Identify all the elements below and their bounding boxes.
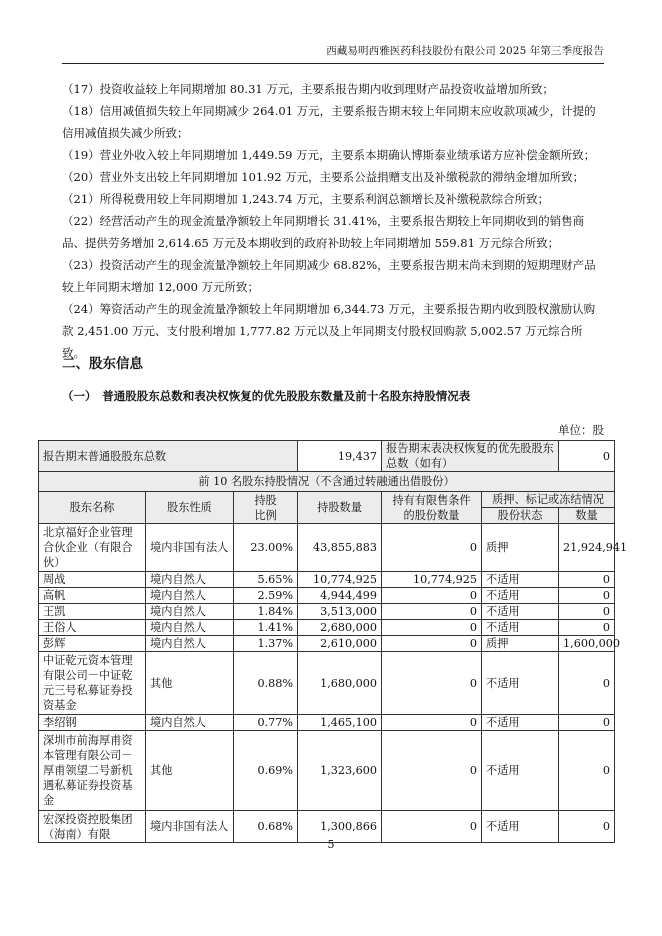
pledged-quantity: 1,600,000 bbox=[559, 636, 615, 652]
pledge-status: 不适用 bbox=[482, 620, 559, 636]
shareholder-nature: 境内自然人 bbox=[146, 636, 234, 652]
top10-title: 前 10 名股东持股情况（不含通过转融通出借股份） bbox=[39, 472, 615, 492]
pledged-quantity: 21,924,941 bbox=[559, 524, 615, 572]
holding-ratio: 23.00% bbox=[234, 524, 298, 572]
common-holders-value: 19,437 bbox=[298, 441, 382, 472]
restricted-shares: 0 bbox=[382, 588, 482, 604]
pledge-status: 不适用 bbox=[482, 731, 559, 811]
holding-quantity: 2,680,000 bbox=[298, 620, 382, 636]
common-holders-label: 报告期末普通股股东总数 bbox=[39, 441, 298, 472]
shareholder-nature: 境内自然人 bbox=[146, 572, 234, 588]
pledged-quantity: 0 bbox=[559, 588, 615, 604]
shareholder-nature: 境内自然人 bbox=[146, 588, 234, 604]
pledged-quantity: 0 bbox=[559, 604, 615, 620]
paragraph-22: （22）经营活动产生的现金流量净额较上年同期增长 31.41%，主要系报告期较上年同期收到的销售商品、提供劳务增加 2,614.65 万元及本期收到的政府补助较上年同期增加 559.81 万元综合所致； bbox=[62, 214, 585, 250]
paragraph-19: （19）营业外收入较上年同期增加 1,449.59 万元，主要系本期确认博斯泰业绩承诺方应补偿金额所致； bbox=[62, 148, 596, 162]
paragraph-20: （20）营业外支出较上年同期增加 101.92 万元，主要系公益捐赠支出及补缴税款的滞纳金增加所致； bbox=[62, 170, 585, 184]
pledge-status: 质押 bbox=[482, 636, 559, 652]
table-row bbox=[39, 588, 615, 604]
explanation-paragraphs bbox=[62, 78, 604, 364]
header-pledge-group: 质押、标记或冻结情况 bbox=[482, 492, 615, 508]
pledged-quantity: 0 bbox=[559, 620, 615, 636]
pledge-status: 不适用 bbox=[482, 572, 559, 588]
paragraph-21: （21）所得税费用较上年同期增加 1,243.74 万元，主要系利润总额增长及补缴税款综合所致； bbox=[62, 192, 550, 206]
section-title: 二、股东信息 bbox=[62, 356, 143, 372]
shareholder-nature: 境内非国有法人 bbox=[146, 524, 234, 572]
header-ratio: 持股 比例 bbox=[234, 492, 298, 524]
table-row bbox=[39, 524, 615, 572]
shareholder-nature: 其他 bbox=[146, 652, 234, 715]
pledged-quantity: 0 bbox=[559, 715, 615, 731]
shareholder-name: 宏深投资控股集团（海南）有限 bbox=[39, 811, 146, 843]
shareholder-nature: 境内自然人 bbox=[146, 620, 234, 636]
restricted-shares: 0 bbox=[382, 811, 482, 843]
table-row bbox=[39, 620, 615, 636]
pledged-quantity: 0 bbox=[559, 731, 615, 811]
restricted-shares: 0 bbox=[382, 524, 482, 572]
shareholder-name: 王凯 bbox=[39, 604, 146, 620]
holding-quantity: 3,513,000 bbox=[298, 604, 382, 620]
pledge-status: 不适用 bbox=[482, 715, 559, 731]
holding-ratio: 5.65% bbox=[234, 572, 298, 588]
pledge-status: 质押 bbox=[482, 524, 559, 572]
restricted-shares: 0 bbox=[382, 715, 482, 731]
preferred-holders-label: 报告期末表决权恢复的优先股股东总数（如有） bbox=[382, 441, 559, 472]
top10-title-row bbox=[39, 472, 615, 492]
header-pledge-status: 股份状态 bbox=[482, 508, 559, 524]
shareholder-name: 中证乾元资本管理有限公司－中证乾元三号私募证券投资基金 bbox=[39, 652, 146, 715]
shareholders-table bbox=[38, 440, 628, 843]
holding-ratio: 0.88% bbox=[234, 652, 298, 715]
shareholder-nature: 其他 bbox=[146, 731, 234, 811]
summary-row bbox=[39, 441, 615, 472]
holding-ratio: 0.77% bbox=[234, 715, 298, 731]
subsection-title: （一） 普通股股东总数和表决权恢复的优先股股东数量及前十名股东持股情况表 bbox=[62, 389, 471, 403]
restricted-shares: 0 bbox=[382, 620, 482, 636]
header-quantity: 持股数量 bbox=[298, 492, 382, 524]
holding-quantity: 10,774,925 bbox=[298, 572, 382, 588]
holding-quantity: 1,300,866 bbox=[298, 811, 382, 843]
holding-quantity: 2,610,000 bbox=[298, 636, 382, 652]
pledge-status: 不适用 bbox=[482, 652, 559, 715]
shareholder-name: 彭辉 bbox=[39, 636, 146, 652]
paragraph-23: （23）投资活动产生的现金流量净额较上年同期减少 68.82%，主要系报告期末尚未到期的短期理财产品较上年同期末增加 12,000 万元所致； bbox=[62, 258, 596, 294]
paragraph-17: （17）投资收益较上年同期增加 80.31 万元，主要系报告期内收到理财产品投资收益增加所致； bbox=[62, 82, 554, 96]
table-row bbox=[39, 652, 615, 715]
shareholder-name: 王俗人 bbox=[39, 620, 146, 636]
shareholder-nature: 境内自然人 bbox=[146, 715, 234, 731]
restricted-shares: 0 bbox=[382, 652, 482, 715]
header-row-1 bbox=[39, 492, 615, 508]
table-row bbox=[39, 636, 615, 652]
holding-ratio: 0.69% bbox=[234, 731, 298, 811]
holding-quantity: 43,855,883 bbox=[298, 524, 382, 572]
restricted-shares: 10,774,925 bbox=[382, 572, 482, 588]
pledge-status: 不适用 bbox=[482, 811, 559, 843]
paragraph-24: （24）筹资活动产生的现金流量净额较上年同期增加 6,344.73 万元，主要系报告期内收到股权激励认购款 2,451.00 万元、支付股利增加 1,777.82 万元以及上年同期支付股权回购款 5,002.57 万元综合所致。 bbox=[62, 302, 596, 360]
table-row bbox=[39, 715, 615, 731]
restricted-shares: 0 bbox=[382, 731, 482, 811]
restricted-shares: 0 bbox=[382, 636, 482, 652]
shareholder-name: 深圳市前海厚甫资本管理有限公司－厚甫领望二号新机遇私募证券投资基金 bbox=[39, 731, 146, 811]
shareholder-name: 李绍钢 bbox=[39, 715, 146, 731]
holding-quantity: 1,465,100 bbox=[298, 715, 382, 731]
paragraph-18: （18）信用减值损失较上年同期减少 264.01 万元，主要系报告期末较上年同期末应收款项减少，计提的信用减值损失减少所致； bbox=[62, 104, 596, 140]
shareholder-name: 北京福好企业管理合伙企业（有限合伙） bbox=[39, 524, 146, 572]
holding-ratio: 1.41% bbox=[234, 620, 298, 636]
preferred-holders-value: 0 bbox=[559, 441, 615, 472]
holding-quantity: 4,944,499 bbox=[298, 588, 382, 604]
pledge-status: 不适用 bbox=[482, 588, 559, 604]
holding-ratio: 0.68% bbox=[234, 811, 298, 843]
holding-quantity: 1,680,000 bbox=[298, 652, 382, 715]
pledged-quantity: 0 bbox=[559, 572, 615, 588]
holding-ratio: 1.37% bbox=[234, 636, 298, 652]
header-pledge-qty: 数量 bbox=[559, 508, 615, 524]
shareholder-name: 周战 bbox=[39, 572, 146, 588]
header-restricted: 持有有限售条件 的股份数量 bbox=[382, 492, 482, 524]
holding-ratio: 1.84% bbox=[234, 604, 298, 620]
unit-label: 单位：股 bbox=[558, 423, 604, 437]
shareholder-nature: 境内非国有法人 bbox=[146, 811, 234, 843]
table-row bbox=[39, 604, 615, 620]
restricted-shares: 0 bbox=[382, 604, 482, 620]
table-row bbox=[39, 731, 615, 811]
table-row bbox=[39, 572, 615, 588]
header-nature: 股东性质 bbox=[146, 492, 234, 524]
holding-ratio: 2.59% bbox=[234, 588, 298, 604]
shareholder-nature: 境内自然人 bbox=[146, 604, 234, 620]
header-name: 股东名称 bbox=[39, 492, 146, 524]
header-rule bbox=[62, 63, 604, 64]
shareholder-name: 高帆 bbox=[39, 588, 146, 604]
report-header-title: 西藏易明西雅医药科技股份有限公司 2025 年第三季度报告 bbox=[326, 45, 604, 57]
pledge-status: 不适用 bbox=[482, 604, 559, 620]
page-number: 5 bbox=[327, 838, 335, 851]
pledged-quantity: 0 bbox=[559, 811, 615, 843]
holding-quantity: 1,323,600 bbox=[298, 731, 382, 811]
pledged-quantity: 0 bbox=[559, 652, 615, 715]
